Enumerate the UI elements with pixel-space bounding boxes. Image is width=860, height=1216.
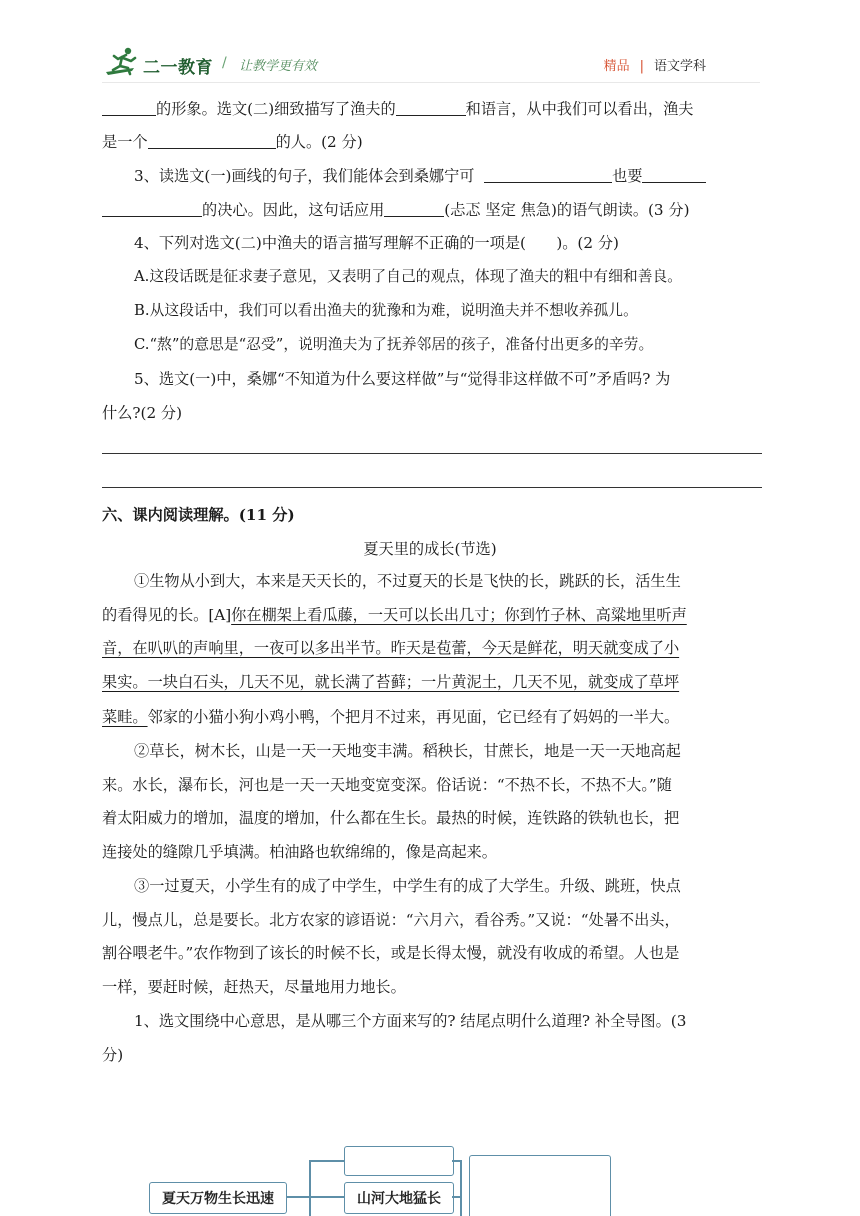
mind-map-conclusion-blank[interactable] — [469, 1155, 611, 1216]
passage-p2-line-4: 连接处的缝隙几乎填满。柏油路也软绵绵的，像是高起来。 — [102, 843, 497, 861]
header-tags — [604, 55, 706, 74]
passage-p1-line-4: 果实。一块白石头，几天不见，就长满了苔藓；一片黄泥土，几天不见，就变成了草坪 — [102, 673, 680, 691]
underlined-sentence: 菜畦。 — [102, 708, 148, 726]
question-4-option-b[interactable]: B.从这段话中，我们可以看出渔夫的犹豫和为难，说明渔夫并不想收养孤儿。 — [134, 302, 638, 319]
answer-blank[interactable] — [384, 200, 444, 217]
prev-question-line-2: 是一个 的人。(2 分) — [102, 133, 363, 151]
mind-map-branch-2: 山河大地猛长 — [344, 1182, 454, 1214]
question-4-stem: 4、下列对选文(二)中渔夫的语言描写理解不正确的一项是( )。(2 分) — [134, 234, 619, 252]
runner-logo-icon — [104, 46, 140, 78]
connector — [309, 1160, 345, 1162]
question-5-line-1: 5、选文(一)中，桑娜“不知道为什么要这样做”与“觉得非这样做不可”矛盾吗? 为 — [134, 370, 671, 388]
connector — [309, 1160, 311, 1216]
passage-p1-line-2: 的看得见的长。[A]你在棚架上看瓜藤，一天可以长出几寸；你到竹子林、高粱地里听声 — [102, 606, 687, 624]
passage-p3-line-4: 一样，要赶时候，赶热天，尽量地用力地长。 — [102, 978, 406, 996]
subject-tag: 语文学科 — [653, 59, 706, 74]
question-4-option-a[interactable]: A.这段话既是征求妻子意见，又表明了自己的观点，体现了渔夫的粗中有细和善良。 — [134, 268, 683, 285]
page-header — [0, 0, 860, 86]
prev-question-line-1: 的形象。选文(二)细致描写了渔夫的 和语言，从中我们可以看出，渔夫 — [102, 98, 762, 120]
brand-slogan: 让教学更有效 — [239, 59, 318, 74]
answer-blank[interactable] — [484, 166, 612, 183]
passage-title: 夏天里的成长(节选) — [363, 540, 497, 558]
passage-p2-line-1: ②草长，树木长，山是一天一天地变丰满。稻秧长，甘蔗长，地是一天一天地高起 — [134, 742, 681, 760]
passage-p3-line-2: 儿，慢点儿，总是要长。北方农家的谚语说：“六月六，看谷秀。”又说：“处暑不出头， — [102, 911, 680, 929]
header-divider — [102, 82, 760, 83]
passage-p1-line-1: ①生物从小到大，本来是天天长的，不过夏天的长是飞快的长，跳跃的长，活生生 — [134, 572, 681, 590]
brand-slash: / — [222, 55, 227, 71]
answer-blank[interactable] — [148, 132, 276, 149]
question-3-line-2: 的决心。因此，这句话应用 (忐忑 坚定 焦急)的语气朗读。(3 分) — [102, 199, 762, 221]
mind-map-branch-1-blank[interactable] — [344, 1146, 454, 1176]
connector — [460, 1160, 462, 1216]
section-6-heading: 六、课内阅读理解。(11 分) — [102, 506, 295, 524]
question-5-line-2: 什么?(2 分) — [102, 404, 183, 422]
answer-blank[interactable] — [102, 200, 202, 217]
answer-line[interactable] — [102, 487, 762, 488]
connector — [309, 1196, 345, 1198]
section-6-question-1-line-1: 1、选文围绕中心意思，是从哪三个方面来写的? 结尾点明什么道理? 补全导图。(3 — [134, 1012, 687, 1030]
answer-blank[interactable] — [642, 166, 706, 183]
passage-p2-line-3: 着太阳威力的增加，温度的增加，什么都在生长。最热的时候，连铁路的铁轨也长，把 — [102, 809, 680, 827]
quality-tag: 精品 — [603, 59, 630, 74]
answer-line[interactable] — [102, 453, 762, 454]
answer-blank[interactable] — [396, 99, 466, 116]
question-4-option-c[interactable]: C.“熬”的意思是“忍受”，说明渔夫为了抚养邻居的孩子，准备付出更多的辛劳。 — [134, 336, 654, 353]
passage-p1-line-3: 音，在叭叭的声响里，一夜可以多出半节。昨天是苞蕾，今天是鲜花，明天就变成了小 — [102, 639, 680, 657]
brand-name: 二一教育 — [143, 58, 213, 78]
mind-map-root: 夏天万物生长迅速 — [149, 1182, 287, 1214]
header-separator: | — [639, 59, 644, 74]
question-3-line-1: 3、读选文(一)画线的句子，我们能体会到桑娜宁可 也要 — [134, 165, 762, 187]
passage-p3-line-3: 割谷喂老牛。”农作物到了该长的时候不长，或是长得太慢，就没有收成的希望。人也是 — [102, 944, 680, 962]
answer-blank[interactable] — [102, 99, 156, 116]
passage-p2-line-2: 来。水长，瀑布长，河也是一天一天地变宽变深。俗话说：“不热不长，不热不大。”随 — [102, 776, 672, 794]
passage-p1-line-5: 菜畦。邻家的小猫小狗小鸡小鸭，个把月不过来，再见面，它已经有了妈妈的一半大。 — [102, 708, 680, 726]
passage-p3-line-1: ③一过夏天，小学生有的成了中学生，中学生有的成了大学生。升级、跳班，快点 — [134, 877, 681, 895]
connector — [286, 1196, 310, 1198]
underlined-sentence: 你在棚架上看瓜藤，一天可以长出几寸；你到竹子林、高粱地里听声 — [231, 606, 687, 624]
section-6-question-1-line-2: 分) — [102, 1046, 124, 1064]
